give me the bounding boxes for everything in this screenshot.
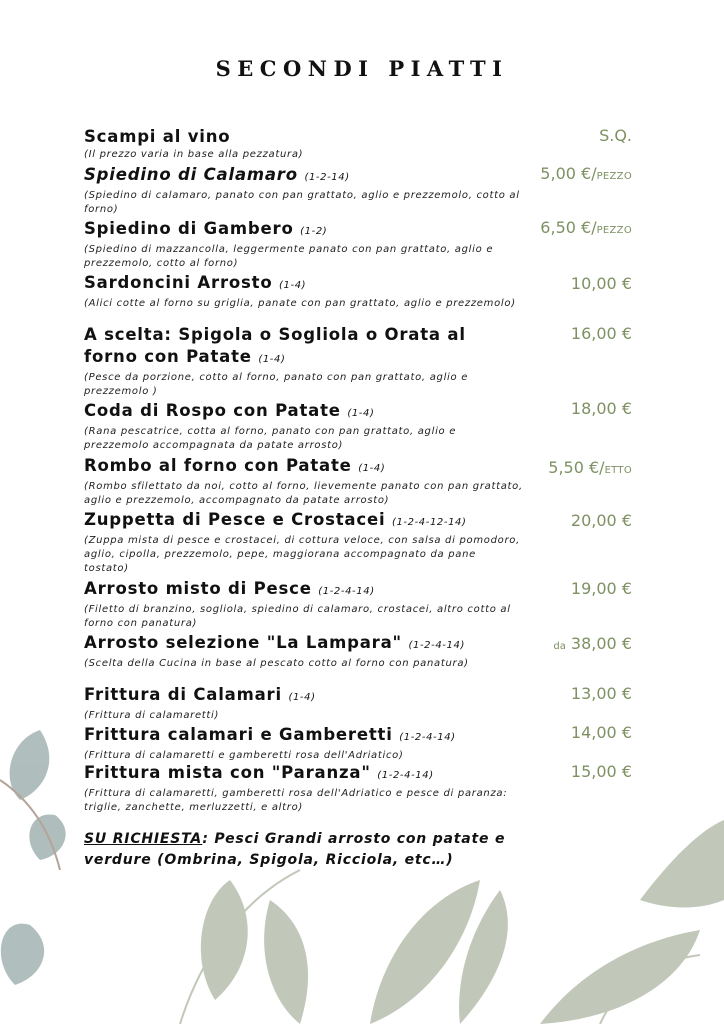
dish-price [571,324,632,343]
dish-name-text: Rombo al forno con Patate [84,456,352,475]
price-value: 20,00 € [570,511,632,530]
allergen-codes: (1-2) [300,226,328,237]
dish-name-text: Coda di Rospo con Patate [84,401,341,420]
dish-description: (Spiedino di mazzancolla, leggermente panato con pan grattato, aglio e prezzemolo, cotto al forno) [84,244,494,269]
price-value: 13,00 € [570,684,632,703]
dish-name-text: Frittura mista con "Paranza" [84,763,371,782]
dish-description: (Filetto di branzino, sogliola, spiedino di calamaro, crostacei, altro cotto al forno con panatura) [84,604,511,629]
dish-price [540,218,632,237]
dish-description: (Frittura di calamaretti e gamberetti rosa dell'Adriatico) [84,750,404,761]
dish-name [84,400,504,425]
price-unit: PEZZO [596,171,632,182]
allergen-codes: (1-2-14) [304,172,350,183]
allergen-codes: (1-2-4-14) [399,732,456,743]
dish-name [84,324,504,371]
dish-description: (Frittura di calamaretti) [84,710,220,721]
menu-item [84,126,644,162]
menu-item [84,762,644,815]
menu-item [84,724,644,763]
price-value: 10,00 € [570,274,632,293]
allergen-codes: (1-2-4-14) [318,586,375,597]
dish-name [84,455,504,480]
price-value: S.Q. [599,126,632,145]
allergen-codes: (1-2-4-12-14) [391,517,467,528]
dish-price [571,579,632,598]
dish-price [571,399,632,418]
menu-item [84,509,644,576]
dish-description: (Scelta della Cucina in base al pescato cotto al forno con panatura) [84,658,469,669]
price-value: 38,00 € [570,634,632,653]
menu-item [84,272,644,311]
dish-name-text: Arrosto misto di Pesce [84,579,312,598]
allergen-codes: (1-4) [279,280,307,291]
menu-item [84,400,644,453]
page-title: SECONDI PIATTI [215,56,509,81]
dish-name [84,509,504,534]
dish-price [571,762,632,781]
dish-price [553,634,632,653]
dish-name-text: Zuppetta di Pesce e Crostacei [84,510,386,529]
price-value: 19,00 € [570,579,632,598]
price-value: 18,00 € [570,399,632,418]
dish-description: (Zuppa mista di pesce e crostacei, di cottura veloce, con salsa di pomodoro, aglio, cipolla, prezzemolo, pepe, maggiorana accompagnato da pane tostato) [84,535,520,574]
dish-name [84,632,504,657]
dish-name-text: Frittura di Calamari [84,685,282,704]
price-value: 16,00 € [570,324,632,343]
on-request-text: : Pesci Grandi arrosto con patate e verdure (Ombrina, Spigola, Ricciola, etc…) [84,831,506,868]
allergen-codes: (1-2-4-14) [377,770,434,781]
price-value: 5,00 €/ [540,164,597,183]
price-value: 5,50 €/ [548,458,605,477]
allergen-codes: (1-2-4-14) [408,640,465,651]
dish-name [84,272,504,297]
dish-price [571,274,632,293]
dish-name [84,164,504,189]
menu-item [84,324,644,399]
on-request-note [84,829,544,871]
allergen-codes: (1-4) [347,408,375,419]
dish-name-text: Arrosto selezione "La Lampara" [84,633,402,652]
dish-name [84,762,504,787]
menu-item [84,684,644,723]
dish-name [84,578,504,603]
dish-name-text: A scelta: Spigola o Sogliola o Orata al forno con Patate [84,325,466,366]
on-request-label: SU RICHIESTA [84,831,203,847]
dish-name [84,218,504,243]
allergen-codes: (1-4) [258,354,286,365]
price-value: 15,00 € [570,762,632,781]
dish-description: (Il prezzo varia in base alla pezzatura) [84,149,304,160]
dish-description: (Rana pescatrice, cotta al forno, panato con pan grattato, aglio e prezzemolo accompagnata da patate arrosto) [84,426,457,451]
price-unit: ETTO [604,465,632,476]
allergen-codes: (1-4) [358,463,386,474]
dish-name [84,684,504,709]
dish-price [571,511,632,530]
dish-name [84,724,504,749]
dish-description: (Frittura di calamaretti, gamberetti rosa dell'Adriatico e pesce di paranza: triglie, zanchette, merluzzetti, e altro) [84,788,508,813]
dish-name [84,126,504,148]
dish-name-text: Scampi al vino [84,127,231,146]
price-prefix: da [553,641,566,652]
dish-price [599,126,632,145]
dish-description: (Pesce da porzione, cotto al forno, panato con pan grattato, aglio e prezzemolo ) [84,372,469,397]
dish-description: (Rombo sfilettato da noi, cotto al forno, lievemente panato con pan grattato, aglio e prezzemolo, accompagnato da patate arrosto) [84,481,523,506]
dish-name-text: Spiedino di Calamaro [84,165,298,184]
dish-price [571,723,632,742]
dish-name-text: Sardoncini Arrosto [84,273,273,292]
price-value: 6,50 €/ [540,218,597,237]
menu-item [84,578,644,631]
dish-name-text: Spiedino di Gambero [84,219,294,238]
dish-description: (Spiedino di calamaro, panato con pan grattato, aglio e prezzemolo, cotto al forno) [84,190,520,215]
dish-description: (Alici cotte al forno su griglia, panate con pan grattato, aglio e prezzemolo) [84,298,516,309]
dish-price [548,458,632,477]
dish-price [540,164,632,183]
dish-price [571,684,632,703]
allergen-codes: (1-4) [288,692,316,703]
price-unit: PEZZO [596,225,632,236]
price-value: 14,00 € [570,723,632,742]
dish-name-text: Frittura calamari e Gamberetti [84,725,393,744]
